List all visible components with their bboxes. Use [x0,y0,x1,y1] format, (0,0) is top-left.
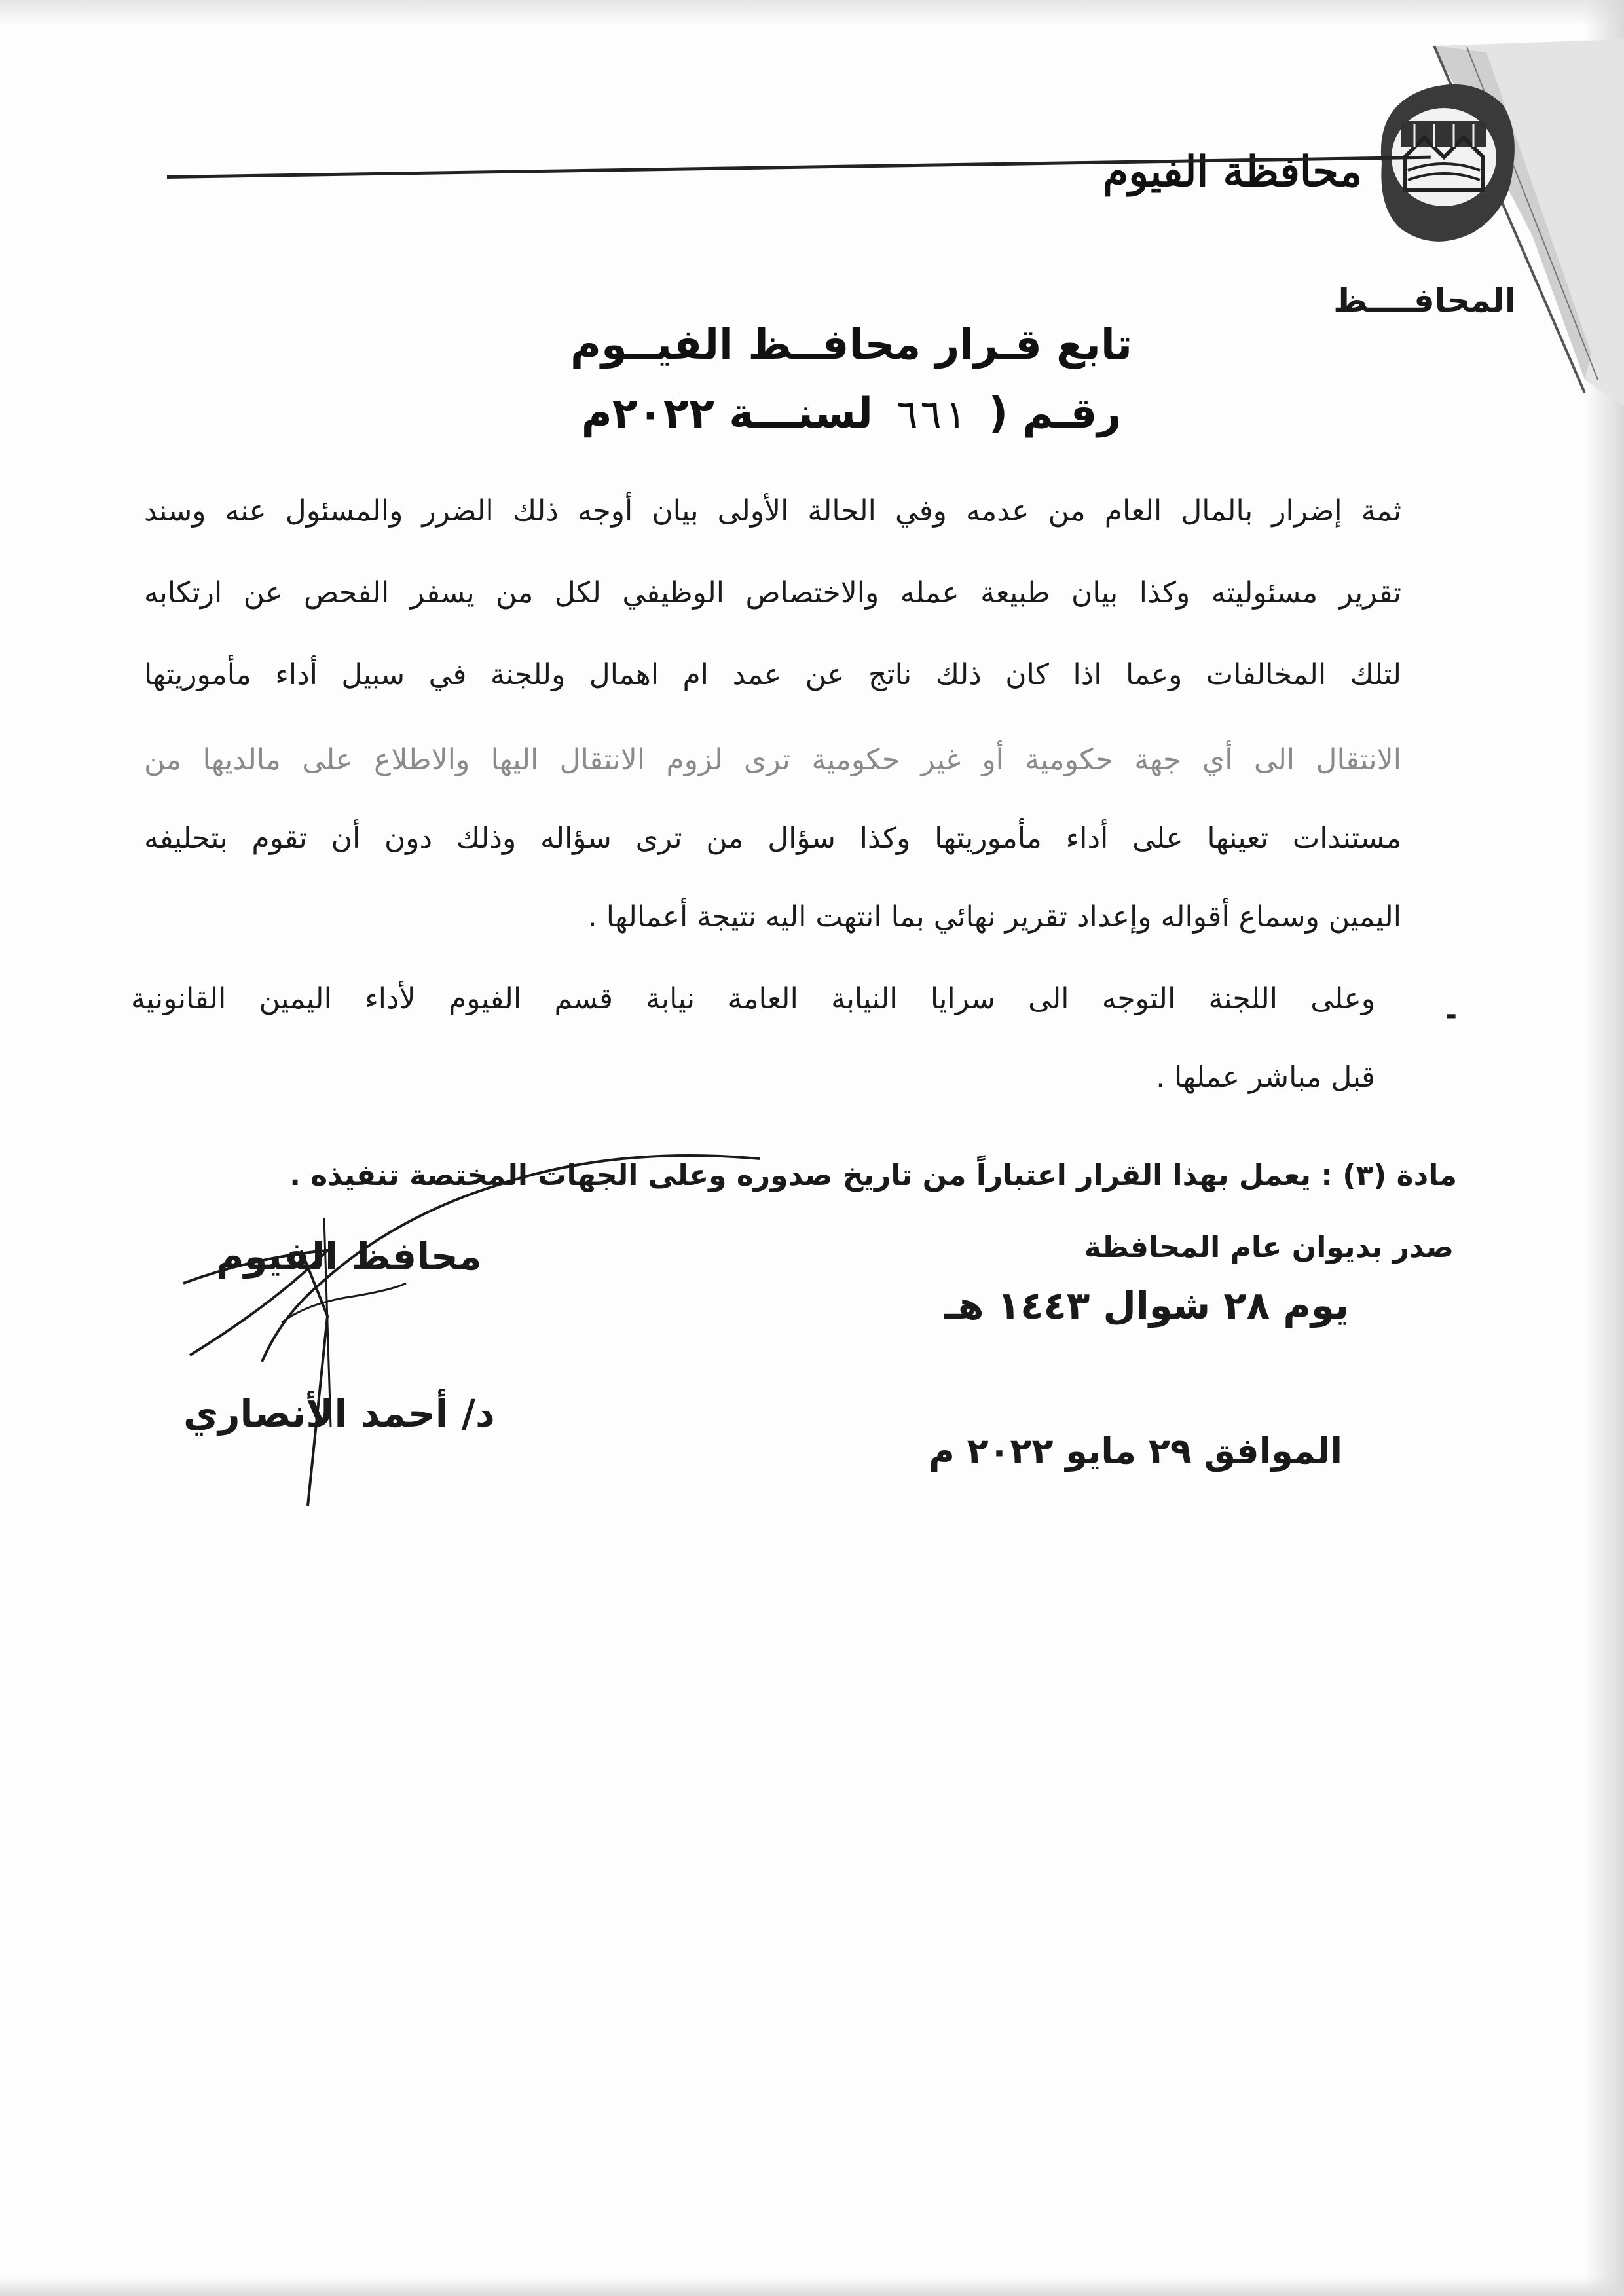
decision-number-line [458,390,1244,438]
decision-year: لسنـــة ٢٠٢٢م [581,390,873,438]
scan-shadow-top [0,0,1624,26]
body-line: الانتقال الى أي جهة حكومية أو غير حكومية ترى لزوم الانتقال اليها والاطلاع على مالديها من [144,743,1401,776]
bullet-dash: - [1445,998,1457,1032]
body-line: تقرير مسئوليته وكذا بيان طبيعة عمله والاختصاص الوظيفي لكل من يسفر الفحص عن ارتكابه [144,576,1401,610]
decision-number: ٦٦١ [895,392,967,437]
article-three: مادة (٣) : يعمل بهذا القرار اعتباراً من تاريخ صدوره وعلى الجهات المختصة تنفيذه . [289,1159,1457,1192]
signatory-title: محافظ الفيوم [216,1234,482,1279]
gregorian-date: الموافق ٢٩ مايو ٢٠٢٢ م [929,1430,1342,1472]
office-label: المحافــــظ [1333,282,1516,319]
governorate-name: محافظة الفيوم [1102,147,1362,196]
body-line: ثمة إضرار بالمال العام من عدمه وفي الحالة الأولى بيان أوجه ذلك الضرر والمسئول عنه وسند [144,494,1401,528]
signature-scribble [157,1087,812,1512]
hijri-date: يوم ٢٨ شوال ١٤٤٣ هـ [944,1283,1349,1328]
issued-at: صدر بديوان عام المحافظة [1084,1231,1454,1264]
bullet-line: وعلى اللجنة التوجه الى سرايا النيابة العامة نيابة قسم الفيوم لأداء اليمين القانونية [131,982,1375,1015]
bullet-line: قبل مباشر عملها . [1156,1061,1375,1094]
body-line: لتلك المخالفات وعما اذا كان ذلك ناتج عن عمد ام اهمال وللجنة في سبيل أداء مأموريتها [144,658,1401,691]
scan-shadow-bottom [0,2276,1624,2296]
signatory-name: د/ أحمد الأنصاري [183,1391,495,1436]
body-line: مستندات تعينها على أداء مأموريتها وكذا سؤال من ترى سؤاله وذلك دون أن تقوم بتحليفه [144,822,1401,855]
body-line: اليمين وسماع أقواله وإعداد تقرير نهائي بما انتهت اليه نتيجة أعمالها . [587,900,1401,934]
decision-number-prefix: رقـم ( [988,390,1122,438]
decision-title: تابع قـرار محافــظ الفيــوم [570,321,1132,369]
